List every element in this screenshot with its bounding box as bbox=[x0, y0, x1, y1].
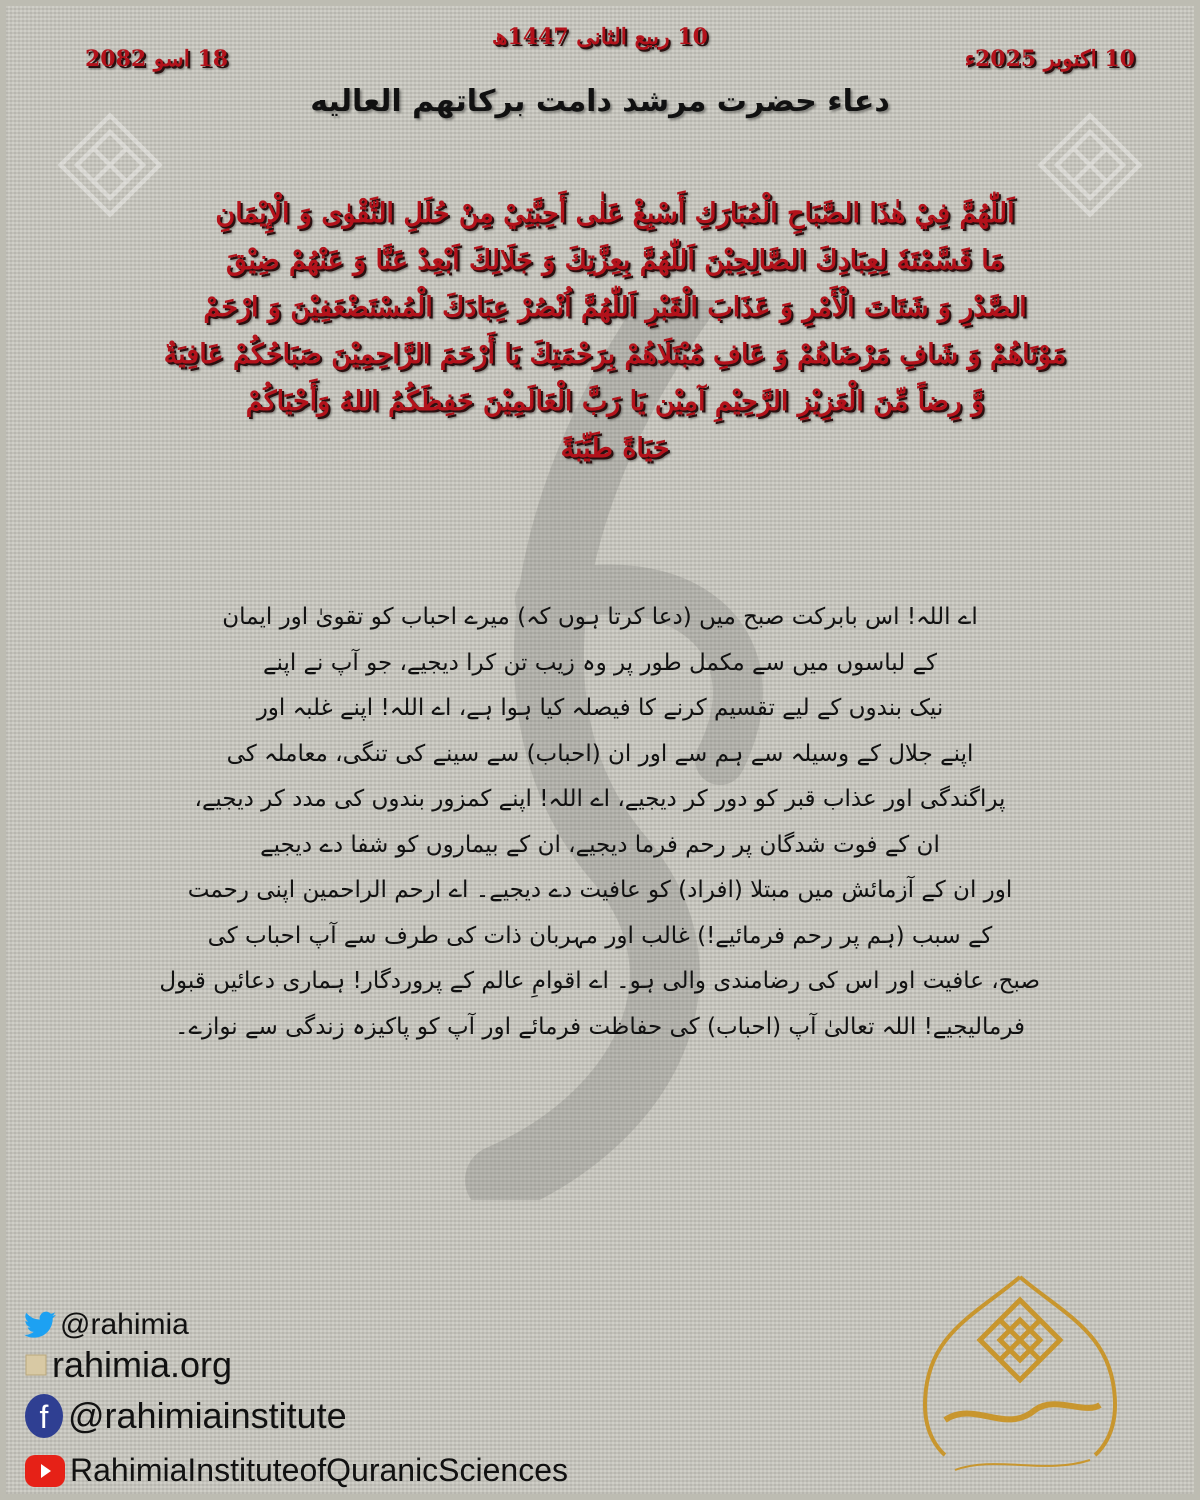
dua-line: مَوْتَاهُمْ وَ شَافِ مَرْضَاهُمْ وَ عَافِ مُبْتَلَاهُمْ بِرَحْمَتِكَ يَا أَرْحَمَ الرَّاحِمِيْنَ صَبَاحُكُمْ عَافِيَةٌ bbox=[163, 339, 1067, 370]
facebook-handle: @rahimiainstitute bbox=[68, 1395, 347, 1436]
website-icon bbox=[24, 1352, 48, 1378]
dua-line: الصَّدْرِ وَ شَتَاتَ الْأَمْرِ وَ عَذَابَ الْقَبْرِ اَللّٰهُمَّ اُنْصُرْ عِبَادَكَ الْمُسْتَضْعَفِيْنَ وَ ارْحَمْ bbox=[203, 292, 1027, 323]
translation-line: فرمالیجیے! اللہ تعالیٰ آپ (احباب) کی حفاظت فرمائے اور آپ کو پاکیزہ زندگی سے نوازے۔ bbox=[174, 1013, 1026, 1040]
translation-line: ان کے فوت شدگان پر رحم فرما دیجیے، ان کے بیماروں کو شفا دے دیجیے bbox=[260, 831, 940, 858]
youtube-channel: RahimiaInstituteofQuranicSciences bbox=[70, 1452, 569, 1488]
twitter-link[interactable] bbox=[24, 1308, 189, 1342]
website-url: rahimia.org bbox=[52, 1344, 233, 1385]
rahimia-logo bbox=[915, 1275, 1125, 1485]
website-link[interactable] bbox=[24, 1344, 232, 1386]
svg-text:f: f bbox=[39, 1399, 49, 1435]
hijri-date: 10 ربیع الثانی 1447ھ bbox=[492, 24, 708, 50]
youtube-icon bbox=[24, 1453, 66, 1489]
facebook-link[interactable] bbox=[24, 1393, 347, 1439]
translation-line: اے اللہ! اس بابرکت صبح میں (دعا کرتا ہوں کہ) میرے احباب کو تقویٰ اور ایمان bbox=[222, 604, 978, 630]
translation-line: کے لباسوں میں سے مکمل طور پر وہ زیب تن کرا دیجیے، جو آپ نے اپنے bbox=[263, 649, 937, 676]
bikrami-date: 18 اسو 2082 bbox=[85, 46, 229, 72]
youtube-link[interactable] bbox=[24, 1452, 568, 1489]
dua-line: مَا قَسَّمْتَهٗ لِعِبَادِكَ الصَّالِحِيْنَ اَللّٰهُمَّ بِعِزَّتِكَ وَ جَلَالِكَ اَبْعِدْ عَنَّا وَ عَنْهُمْ ضِيْقَ bbox=[226, 245, 1004, 276]
translation-line: اپنے جلال کے وسیلہ سے ہم سے اور ان (احباب) سے سینے کی تنگی، معاملہ کی bbox=[226, 740, 974, 767]
translation-line: اور ان کے آزمائش میں مبتلا (افراد) کو عافیت دے دیجیے۔ اے ارحم الراحمین اپنی رحمت bbox=[187, 877, 1013, 903]
dua-arabic bbox=[150, 190, 1080, 472]
dua-line: اَللّٰهُمَّ فِيْ هٰذَا الصَّبَاحِ الْمُبَارَكِ أَسْبِغْ عَلٰى أَحِبَّتِيْ مِنْ حُلَلِ التَّقْوٰى وَ الْإِيْمَانِ bbox=[215, 198, 1015, 229]
translation-line: پراگندگی اور عذاب قبر کو دور کر دیجیے، اے اللہ! اپنے کمزور بندوں کی مدد کر دیجیے، bbox=[194, 786, 1006, 812]
page-title: دعاء حضرت مرشد دامت برکاتهم العالیه bbox=[310, 84, 890, 119]
twitter-handle: @rahimia bbox=[60, 1308, 189, 1341]
twitter-icon bbox=[24, 1311, 56, 1339]
knot-ornament-left-icon bbox=[55, 110, 165, 220]
dua-line: حَيَاةً طَيِّبَةً bbox=[560, 433, 670, 464]
dua-line: وَّ رِضاً مِّنَ الْعَزِيْزِ الرَّحِيْمِ آمِيْن يَا رَبَّ الْعَالَمِيْنَ حَفِظَكُمُ اللهُ وَأَحْيَاكُمْ bbox=[245, 386, 985, 417]
translation-line: کے سبب (ہم پر رحم فرمائیے!) غالب اور مہربان ذات کی طرف سے آپ احباب کی bbox=[207, 922, 993, 949]
translation-line: نیک بندوں کے لیے تقسیم کرنے کا فیصلہ کیا ہوا ہے، اے اللہ! اپنے غلبہ اور bbox=[256, 695, 944, 721]
translation-line: صبح، عافیت اور اس کی رضامندی والی ہو۔ اے اقوامِ عالم کے پروردگار! ہماری دعائیں قبول bbox=[159, 968, 1040, 994]
translation-urdu bbox=[160, 595, 1040, 1050]
gregorian-date: 10 اکتوبر 2025ء bbox=[964, 46, 1135, 72]
facebook-icon bbox=[24, 1393, 64, 1439]
